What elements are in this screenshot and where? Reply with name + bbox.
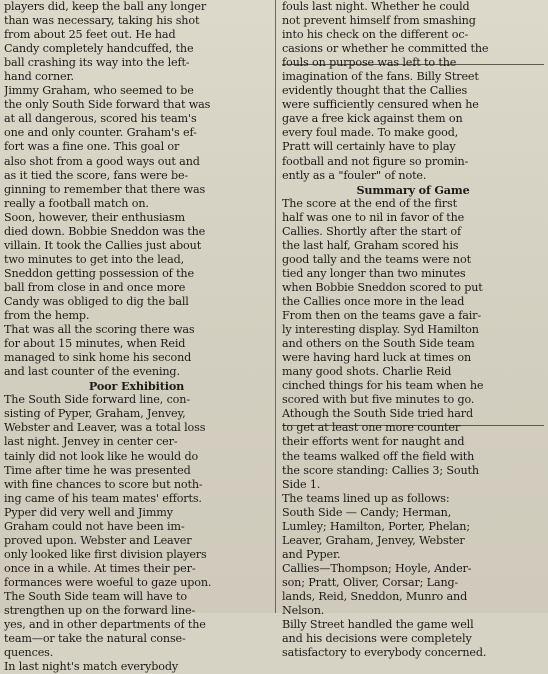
text-line: Callies—Thompson; Hoyle, Ander- xyxy=(282,561,472,575)
text-line: also shot from a good ways out and xyxy=(4,154,200,168)
text-line: fort was a fine one. This goal or xyxy=(4,140,180,154)
left-column xyxy=(4,0,269,674)
text-line: were sufficiently censured when he xyxy=(282,98,479,112)
text-line: ginning to remember that there was xyxy=(4,182,206,196)
text-line: every foul made. To make good, xyxy=(282,126,459,140)
text-line: once in a while. At times their per- xyxy=(4,561,196,575)
text-line: Jimmy Graham, who seemed to be xyxy=(4,84,194,98)
text-line: to get at least one more counter xyxy=(282,421,461,435)
text-line: half was one to nil in favor of the xyxy=(282,210,465,224)
text-line: satisfactory to everybody concerned. xyxy=(282,646,487,660)
heading-poor-exhibition: Poor Exhibition xyxy=(88,379,185,394)
text-line: ing came of his team mates' efforts. xyxy=(4,491,202,505)
text-line: players did, keep the ball any longer xyxy=(4,0,207,13)
text-line: Pratt will certainly have to play xyxy=(282,140,456,154)
text-line: good tally and the teams were not xyxy=(282,252,471,266)
text-line: hand corner. xyxy=(4,70,74,84)
text-line: Pyper did very well and Jimmy xyxy=(4,505,173,519)
text-line: really a football match on. xyxy=(4,196,149,210)
heading-summary-of-game: Summary of Game xyxy=(356,182,470,197)
text-line: ball from close in and once more xyxy=(4,280,186,294)
text-line: Webster and Leaver, was a total loss xyxy=(4,421,206,435)
text-line: Time after time he was presented xyxy=(4,463,191,477)
text-line: son; Pratt, Oliver, Corsar; Lang- xyxy=(282,575,459,589)
text-line: as it tied the score, fans were be- xyxy=(4,168,189,182)
text-line: imagination of the fans. Billy Street xyxy=(282,70,479,84)
text-line: for about 15 minutes, when Reid xyxy=(4,337,186,351)
text-line: Sneddon getting possession of the xyxy=(4,266,194,280)
text-line: were having hard luck at times on xyxy=(282,351,472,365)
text-line: formances were woeful to gaze upon. xyxy=(4,575,212,589)
text-line: Leaver, Graham, Jenvey, Webster xyxy=(282,533,465,547)
text-line: gave a free kick against them on xyxy=(282,112,463,126)
text-line: two minutes to get into the lead, xyxy=(4,252,185,266)
text-line: ly interesting display. Syd Hamilton xyxy=(282,323,479,337)
text-line: team—or take the natural conse- xyxy=(4,632,186,646)
text-line: Athough the South Side tried hard xyxy=(282,407,473,421)
text-line: casions or whether he committed the xyxy=(282,42,489,56)
text-line: South Side — Candy; Herman, xyxy=(282,505,452,519)
text-line: from about 25 feet out. He had xyxy=(4,28,176,42)
text-line: the teams walked off the field with xyxy=(282,449,475,463)
text-line: the last half, Graham scored his xyxy=(282,238,459,252)
text-line: tainly did not look like he would do xyxy=(4,449,199,463)
text-line: The score at the end of the first xyxy=(282,196,457,210)
text-line: cinched things for his team when he xyxy=(282,379,484,393)
text-line: Candy was obliged to dig the ball xyxy=(4,294,189,308)
column-divider xyxy=(275,0,276,613)
text-line: not prevent himself from smashing xyxy=(282,14,476,28)
text-line: tied any longer than two minutes xyxy=(282,266,466,280)
text-line: and his decisions were completely xyxy=(282,632,472,646)
text-line: died down. Bobbie Sneddon was the xyxy=(4,224,206,238)
text-line: only looked like first division players xyxy=(4,547,207,561)
text-line: From then on the teams gave a fair- xyxy=(282,309,481,323)
left-text-block-1 xyxy=(4,0,269,379)
left-text-block-2 xyxy=(4,393,269,674)
text-line: villain. It took the Callies just about xyxy=(4,238,202,252)
text-line: Billy Street handled the game well xyxy=(282,618,474,632)
text-line: the only South Side forward that was xyxy=(4,98,211,112)
right-column xyxy=(282,0,544,660)
text-line: last night. Jenvey in center cer- xyxy=(4,435,178,449)
text-line: scored with but five minutes to go. xyxy=(282,393,475,407)
text-line: ball crashing its way into the left- xyxy=(4,56,190,70)
text-line: many good shots. Charlie Reid xyxy=(282,365,452,379)
text-line: That was all the scoring there was xyxy=(4,323,195,337)
text-line: at all dangerous, scored his team's xyxy=(4,112,197,126)
text-line: and Pyper. xyxy=(282,547,341,561)
text-line: evidently thought that the Callies xyxy=(282,84,468,98)
text-line: managed to sink home his second xyxy=(4,351,192,365)
right-text-block-1 xyxy=(282,0,544,183)
text-line: when Bobbie Sneddon scored to put xyxy=(282,280,483,294)
text-line: quences. xyxy=(4,646,54,660)
text-line: proved upon. Webster and Leaver xyxy=(4,533,192,547)
text-line: their efforts went for naught and xyxy=(282,435,465,449)
text-line: one and only counter. Graham's ef- xyxy=(4,126,197,140)
text-line: Nelson. xyxy=(282,604,325,618)
text-line: football and not figure so promin- xyxy=(282,154,469,168)
text-line: The South Side forward line, con- xyxy=(4,393,190,407)
text-line: from the hemp. xyxy=(4,309,90,323)
text-line: than was necessary, taking his shot xyxy=(4,14,200,28)
text-line: Soon, however, their enthusiasm xyxy=(4,210,185,224)
text-line: into his check on the different oc- xyxy=(282,28,469,42)
text-line: lands, Reid, Sneddon, Munro and xyxy=(282,589,468,603)
text-line: with fine chances to score but noth- xyxy=(4,477,203,491)
text-line: Side 1. xyxy=(282,477,321,491)
text-line: the Callies once more in the lead xyxy=(282,294,465,308)
text-line: fouls last night. Whether he could xyxy=(282,0,470,13)
text-line: ently as a "fouler" of note. xyxy=(282,168,427,182)
text-line: and last counter of the evening. xyxy=(4,365,180,379)
text-line: sisting of Pyper, Graham, Jenvey, xyxy=(4,407,186,421)
text-line: the score standing: Callies 3; South xyxy=(282,463,479,477)
text-line: Graham could not have been im- xyxy=(4,519,185,533)
text-line: The teams lined up as follows: xyxy=(282,491,450,505)
text-line: yes, and in other departments of the xyxy=(4,618,206,632)
text-line: Lumley; Hamilton, Porter, Phelan; xyxy=(282,519,470,533)
text-line: Callies. Shortly after the start of xyxy=(282,224,461,238)
text-line: The South Side team will have to xyxy=(4,589,187,603)
text-line: and others on the South Side team xyxy=(282,337,475,351)
text-line: fouls on purpose was left to the xyxy=(282,56,457,70)
text-line: strengthen up on the forward line- xyxy=(4,604,196,618)
text-line: Candy completely handcuffed, the xyxy=(4,42,194,56)
right-text-block-2 xyxy=(282,197,544,661)
text-line: In last night's match everybody xyxy=(4,660,179,674)
